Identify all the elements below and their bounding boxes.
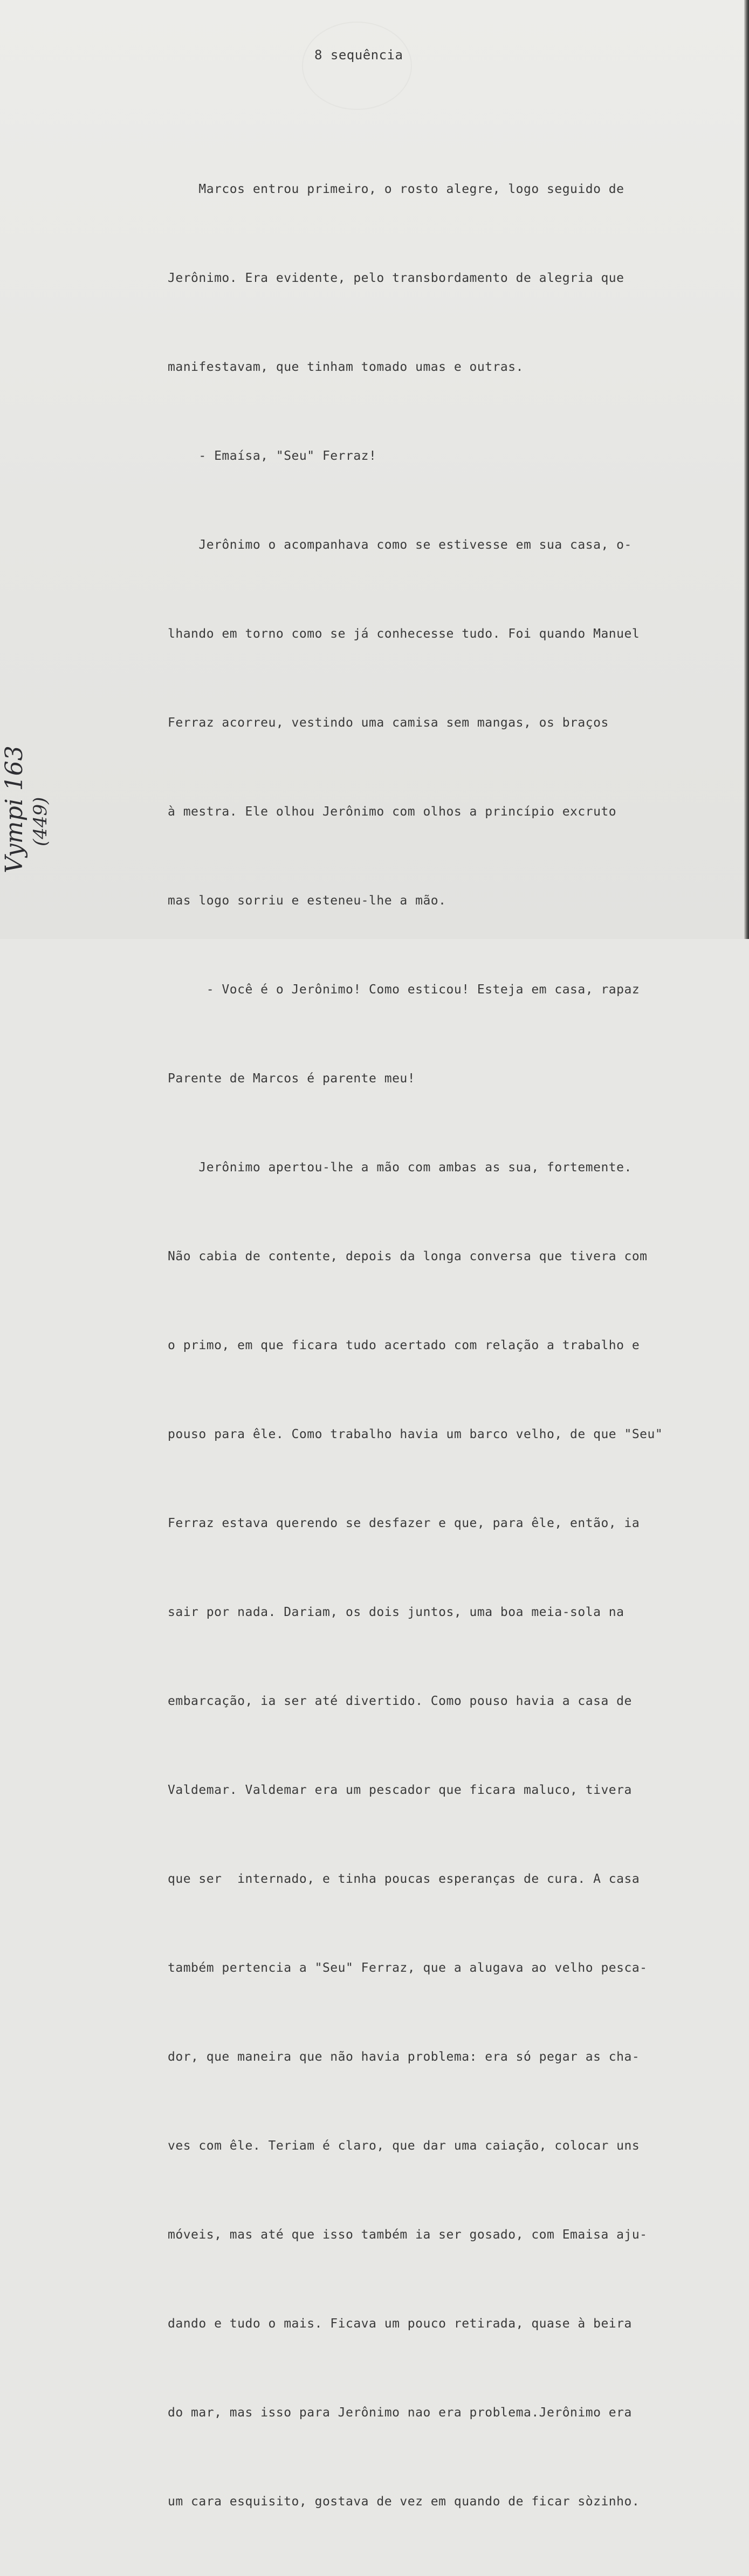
text-line: Ferraz acorreu, vestindo uma camisa sem mangas, os braços bbox=[168, 716, 609, 730]
text-line: - Emaísa, "Seu" Ferraz! bbox=[168, 449, 377, 463]
text-line: mas logo sorriu e esteneu-lhe a mão. bbox=[168, 894, 446, 908]
text-line: dando e tudo o mais. Ficava um pouco retirada, quase à beira bbox=[168, 2317, 632, 2331]
text-line: dor, que maneira que não havia problema: era só pegar as cha- bbox=[168, 2050, 640, 2064]
text-line: Não cabia de contente, depois da longa conversa que tivera com bbox=[168, 1249, 648, 1263]
text-line: manifestavam, que tinham tomado umas e outras. bbox=[168, 360, 524, 374]
page-edge-shadow bbox=[744, 0, 749, 939]
text-line: Valdemar. Valdemar era um pescador que ficara maluco, tivera bbox=[168, 1783, 632, 1797]
text-line: Jerônimo apertou-lhe a mão com ambas as sua, fortemente. bbox=[168, 1161, 632, 1175]
text-line: ves com êle. Teriam é claro, que dar uma caiação, colocar uns bbox=[168, 2139, 640, 2153]
text-line: Jerônimo. Era evidente, pelo transbordamento de alegria que bbox=[168, 271, 624, 285]
text-line: Parente de Marcos é parente meu! bbox=[168, 1072, 416, 1086]
text-line: pouso para êle. Como trabalho havia um barco velho, de que "Seu" bbox=[168, 1427, 663, 1441]
text-line: Ferraz estava querendo se desfazer e que, para êle, então, ia bbox=[168, 1516, 640, 1530]
archive-number: (449) bbox=[30, 797, 51, 846]
text-line: Jerônimo o acompanhava como se estivesse em sua casa, o- bbox=[168, 538, 632, 552]
text-line: que ser internado, e tinha poucas esperanças de cura. A casa bbox=[168, 1872, 640, 1886]
typed-body bbox=[168, 115, 747, 2576]
text-line: lhando em torno como se já conhecesse tudo. Foi quando Manuel bbox=[168, 627, 640, 641]
text-line: um cara esquisito, gostava de vez em quando de ficar sòzinho. bbox=[168, 2495, 640, 2509]
faded-stamp bbox=[302, 22, 412, 110]
page-title: 8 sequência bbox=[314, 47, 403, 63]
text-line: - Você é o Jerônimo! Como esticou! Esteja em casa, rapaz bbox=[168, 983, 640, 997]
text-line: à mestra. Ele olhou Jerônimo com olhos a princípio excruto bbox=[168, 805, 617, 819]
text-line: sair por nada. Dariam, os dois juntos, uma boa meia-sola na bbox=[168, 1605, 624, 1619]
handwritten-margin-note bbox=[0, 745, 95, 873]
text-line: também pertencia a "Seu" Ferraz, que a alugava ao velho pesca- bbox=[168, 1961, 648, 1975]
text-line: Marcos entrou primeiro, o rosto alegre, logo seguido de bbox=[168, 182, 624, 196]
text-line: o primo, em que ficara tudo acertado com relação a trabalho e bbox=[168, 1338, 640, 1352]
text-line: móveis, mas até que isso também ia ser gosado, com Emaisa aju- bbox=[168, 2228, 648, 2242]
text-line: do mar, mas isso para Jerônimo nao era problema.Jerônimo era bbox=[168, 2406, 632, 2420]
text-line: embarcação, ia ser até divertido. Como pouso havia a casa de bbox=[168, 1694, 632, 1708]
archive-reference: Vympi 163 bbox=[1, 745, 28, 873]
